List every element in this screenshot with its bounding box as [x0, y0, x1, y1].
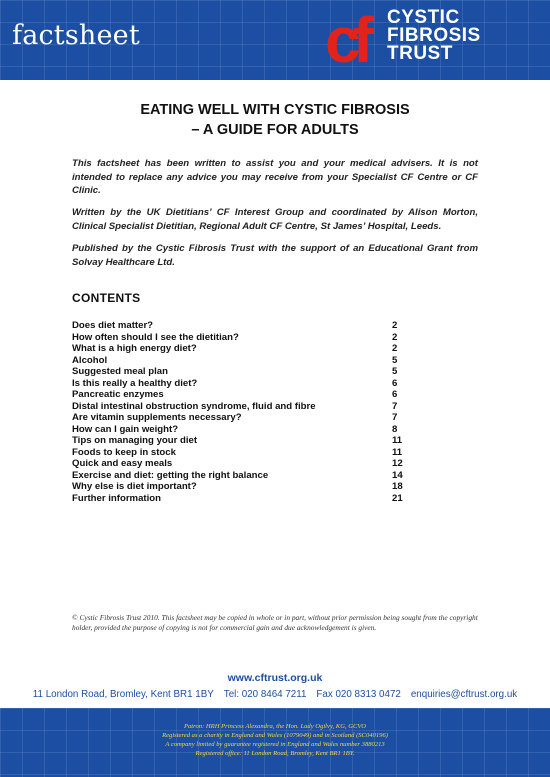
- toc-label: What is a high energy diet?: [72, 343, 197, 354]
- toc-row: [72, 366, 412, 378]
- toc-page: 2: [392, 320, 398, 331]
- logo-word-cystic: CYSTIC: [387, 7, 460, 28]
- telephone: Tel: 020 8464 7211: [223, 689, 307, 700]
- cf-trust-logo: [325, 8, 545, 74]
- toc-label: Foods to keep in stock: [72, 446, 176, 458]
- toc-label: Further information: [72, 492, 162, 504]
- toc-label: How can I gain weight?: [72, 423, 179, 435]
- toc-page: 18: [392, 481, 403, 492]
- toc-row: [72, 343, 412, 355]
- fax: Fax 020 8313 0472: [316, 689, 401, 700]
- toc-row: [72, 332, 412, 344]
- toc-label: Exercise and diet: getting the right balance: [72, 469, 269, 481]
- website-link[interactable]: www.cftrust.org.uk: [227, 672, 323, 684]
- toc-label: How often should I see the dietitian?: [72, 331, 239, 343]
- toc-row: [72, 493, 412, 505]
- document-title: [0, 100, 550, 140]
- toc-label: Tips on managing your diet: [72, 435, 198, 446]
- toc-page: 5: [392, 354, 398, 366]
- toc-row: [72, 355, 412, 367]
- toc-row: [72, 424, 412, 436]
- cf-logo-mark: cf: [325, 8, 366, 74]
- toc-label: Suggested meal plan: [72, 366, 168, 377]
- postal-address: 11 London Road, Bromley, Kent BR1 1BY: [32, 689, 214, 700]
- table-of-contents: [72, 320, 412, 504]
- toc-row: [72, 458, 412, 470]
- toc-page: 6: [392, 377, 398, 389]
- logo-word-trust: TRUST: [387, 43, 453, 64]
- intro-authors: Written by the UK Dietitians’ CF Interest Group and coordinated by Alison Morton, Clinical Specialist Dietitian, Regional Adult CF Centre, St James’ Hospital, Leeds.: [72, 207, 478, 232]
- toc-page: 7: [392, 400, 398, 412]
- intro-disclaimer: This factsheet has been written to assist you and your medical advisers. It is not intended to replace any advice you may receive from your Specialist CF Centre or CF Clinic.: [72, 158, 478, 196]
- toc-label: Is this really a healthy diet?: [72, 377, 198, 389]
- toc-row: [72, 401, 412, 413]
- intro-publisher: Published by the Cystic Fibrosis Trust with the support of an Educational Grant from Solvay Healthcare Ltd.: [72, 243, 478, 268]
- toc-page: 8: [392, 423, 398, 435]
- toc-row: [72, 447, 412, 459]
- footer-patron: Patron: HRH Princess Alexandra, the Hon. Lady Ogilvy, KG, GCVO: [183, 723, 367, 730]
- logo-word-fibrosis: FIBROSIS: [387, 25, 481, 46]
- toc-page: 14: [392, 469, 403, 481]
- toc-page: 11: [392, 446, 403, 458]
- title-line-1: EATING WELL WITH CYSTIC FIBROSIS: [140, 102, 410, 118]
- toc-page: 6: [392, 389, 398, 400]
- toc-page: 7: [392, 412, 398, 423]
- toc-label: Distal intestinal obstruction syndrome, fluid and fibre: [72, 400, 316, 412]
- header-banner: [0, 0, 550, 80]
- toc-page: 2: [392, 343, 398, 354]
- toc-page: 2: [392, 331, 398, 343]
- toc-row: [72, 481, 412, 493]
- logo-wordmark: [387, 9, 481, 63]
- toc-label: Pancreatic enzymes: [72, 389, 164, 400]
- title-line-2: – A GUIDE FOR ADULTS: [191, 122, 359, 138]
- toc-row: [72, 470, 412, 482]
- toc-page: 21: [392, 492, 403, 504]
- contact-line: [0, 689, 550, 700]
- email-link[interactable]: enquiries@cftrust.org.uk: [410, 689, 518, 700]
- toc-label: Why else is diet important?: [72, 481, 197, 492]
- toc-page: 5: [392, 366, 398, 377]
- footer-charity: Registered as a charity in England and Wales (1079049) and in Scotland (SC040196): [162, 732, 388, 739]
- copyright-notice: © Cystic Fibrosis Trust 2010. This factsheet may be copied in whole or in part, without prior permission being sought from the copyright holder, provided the purpose of copying is not for commercial gain and due acknowledgement is given.: [72, 613, 478, 632]
- footer-company: A company limited by guarantee registered in England and Wales number 3880213: [165, 741, 385, 748]
- footer-office: Registered office: 11 London Road, Bromley, Kent BR1 1BY.: [195, 750, 355, 757]
- toc-label: Are vitamin supplements necessary?: [72, 412, 242, 423]
- factsheet-label: factsheet: [12, 20, 140, 51]
- toc-row: [72, 320, 412, 332]
- toc-row: [72, 435, 412, 447]
- toc-row: [72, 389, 412, 401]
- toc-label: Alcohol: [72, 354, 108, 366]
- cf-logo-mark-icon: [325, 8, 389, 74]
- toc-row: [72, 378, 412, 390]
- toc-label: Quick and easy meals: [72, 458, 173, 469]
- toc-label: Does diet matter?: [72, 320, 154, 331]
- contents-heading: CONTENTS: [72, 291, 141, 305]
- toc-row: [72, 412, 412, 424]
- toc-page: 11: [392, 435, 403, 446]
- footer-legal: [0, 722, 550, 758]
- footer-banner: [0, 708, 550, 777]
- toc-page: 12: [392, 458, 403, 469]
